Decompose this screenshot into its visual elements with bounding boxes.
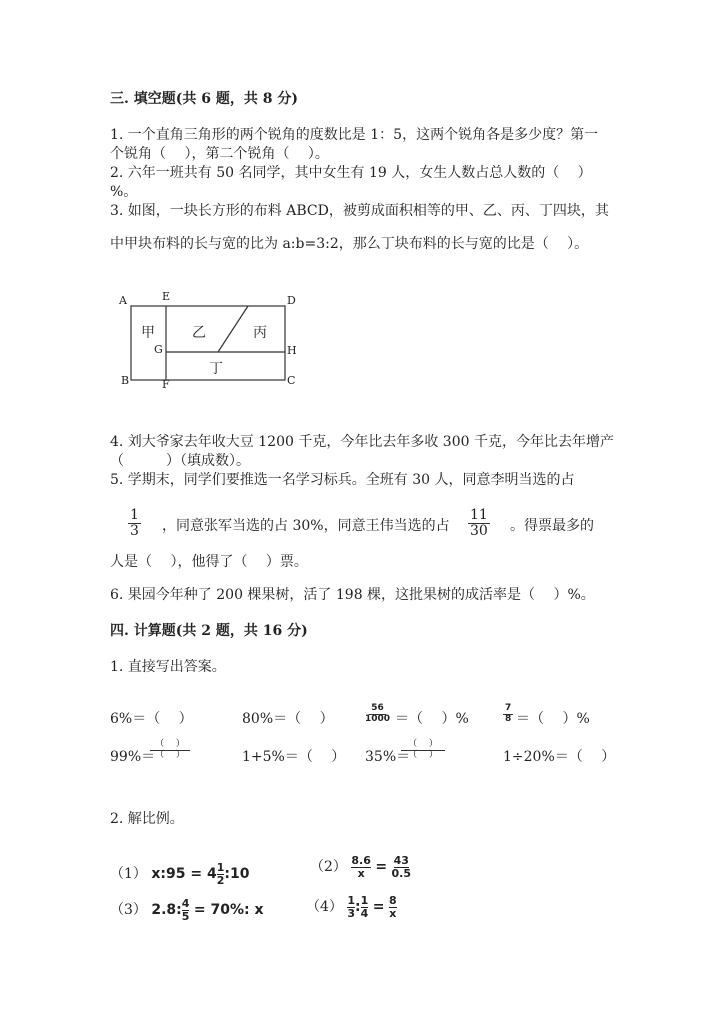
numerator: 4 [181,897,190,910]
proportion-4: （4） $\frac{1}{3}$ : $\frac{1}{4}$ = $\frac{8}{x}$ [306,894,397,920]
label-f: F [162,378,170,391]
calc-item: 1÷20%＝（ ） [503,749,616,765]
fraction [389,895,397,919]
label-g: G [154,343,163,356]
item-label: （1） [110,866,147,883]
denominator: （ ） [155,749,185,760]
denominator: 2 [216,873,225,887]
numerator: 1 [216,861,225,874]
rectangle-figure [0,0,720,420]
q5-line1: 5. 学期末，同学们要推选一名学习标兵。全班有 30 人，同意李明当选的占 [110,472,575,488]
fraction [347,895,355,919]
numerator: 8 [388,894,397,907]
numerator: 1 [360,894,369,907]
q6-line: 6. 果园今年种了 200 棵果树，活了 198 棵，这批果树的成活率是（ ）%。 [110,587,595,603]
numerator: 1 [347,894,356,907]
denominator: 4 [360,906,369,920]
equation-tail: = 70%: x [193,902,264,919]
fraction [351,855,371,879]
numerator: 11 [470,507,488,523]
numerator: 1 [130,507,139,523]
proportion-1 [110,862,249,886]
label-e: E [162,290,171,303]
fraction-7-8 [503,704,513,725]
numerator: （ ） [401,740,445,751]
denominator: 30 [470,523,488,540]
fraction-56-1000 [365,704,390,725]
q1-line1: 1. 一个直角三角形的两个锐角的度数比是 1：5，这两个锐角各是多少度？第一 [110,127,599,143]
denominator: 8 [505,713,512,724]
denominator: （ ） [408,749,438,760]
fraction [361,895,369,919]
denominator: x [389,906,397,920]
q2-line2: %。 [110,184,138,200]
denominator: 3 [347,906,356,920]
equation-tail: :10 [224,866,250,883]
label-c: C [287,374,296,387]
fraction [182,898,190,922]
label-a: A [119,294,127,307]
numerator: 43 [393,854,409,867]
calc-item: ＝（ ）% [395,711,469,727]
numerator: （ ） [150,740,190,751]
proportion-2: （2） $\frac{8.6}{x}$ = $\frac{43}{0.5}$ [310,854,412,880]
equation: 2.8: [151,902,182,919]
label-h: H [287,344,297,357]
fraction-11-30 [468,508,490,540]
label-jia: 甲 [141,325,155,341]
blank-fraction [401,740,445,761]
calc-item: 80%＝（ ） [242,711,334,727]
denominator: 5 [181,909,190,923]
numerator: 56 [371,703,384,713]
label-d: D [287,294,296,307]
calc-item: 35%＝ [365,749,411,765]
q3-line2: 中甲块布料的长与宽的比为 a:b=3:2，那么丁块布料的长与宽的比是（ ）。 [110,236,589,252]
denominator: 1000 [365,713,391,724]
q5-line2: ，同意张军当选的占 30%，同意王伟当选的占 [162,518,450,534]
calc-item: 1+5%＝（ ） [242,749,346,765]
q4-line2: （ ）（填成数）。 [110,453,250,469]
label-ding: 丁 [209,361,223,377]
q5-line3: 人是（ ），他得了（ ）票。 [110,554,308,570]
fraction [392,855,412,879]
calc-item: ＝（ ）% [516,711,590,727]
section-title: 三. 填空题(共 6 题，共 8 分) [110,91,298,107]
item-label: （4） [306,899,343,916]
numerator: 8.6 [351,854,371,867]
calc-item: 6%＝（ ） [110,711,193,727]
label-b: B [121,374,130,387]
proportion-instruction: 2. 解比例。 [110,811,184,827]
q1-line2: 个锐角（ ），第二个锐角（ ）。 [110,146,329,162]
section-title: 四. 计算题(共 2 题，共 16 分) [110,623,308,639]
fraction-1-3 [128,508,141,540]
label-yi: 乙 [192,325,206,341]
calc-instruction: 1. 直接写出答案。 [110,659,226,675]
numerator: 7 [505,703,512,713]
item-label: （3） [110,902,147,919]
item-label: （2） [310,859,347,876]
q2-line1: 2. 六年一班共有 50 名同学，其中女生有 19 人，女生人数占总人数的（ ） [110,165,592,181]
denominator: x [357,866,365,880]
calc-item: 99%＝ [110,749,156,765]
q5-line2-tail: 。得票最多的 [510,518,594,534]
denominator: 0.5 [391,866,412,880]
denominator: 3 [130,523,139,540]
proportion-3 [110,898,264,922]
q4-line1: 4. 刘大爷家去年收大豆 1200 千克，今年比去年多收 300 千克，今年比去年增产 [110,434,614,450]
label-bing: 丙 [253,325,267,341]
blank-fraction [150,740,190,761]
equation: x:95 = 4 [151,866,217,883]
q3-line1: 3. 如图，一块长方形的布料 ABCD，被剪成面积相等的甲、乙、丙、丁四块，其 [110,203,609,219]
